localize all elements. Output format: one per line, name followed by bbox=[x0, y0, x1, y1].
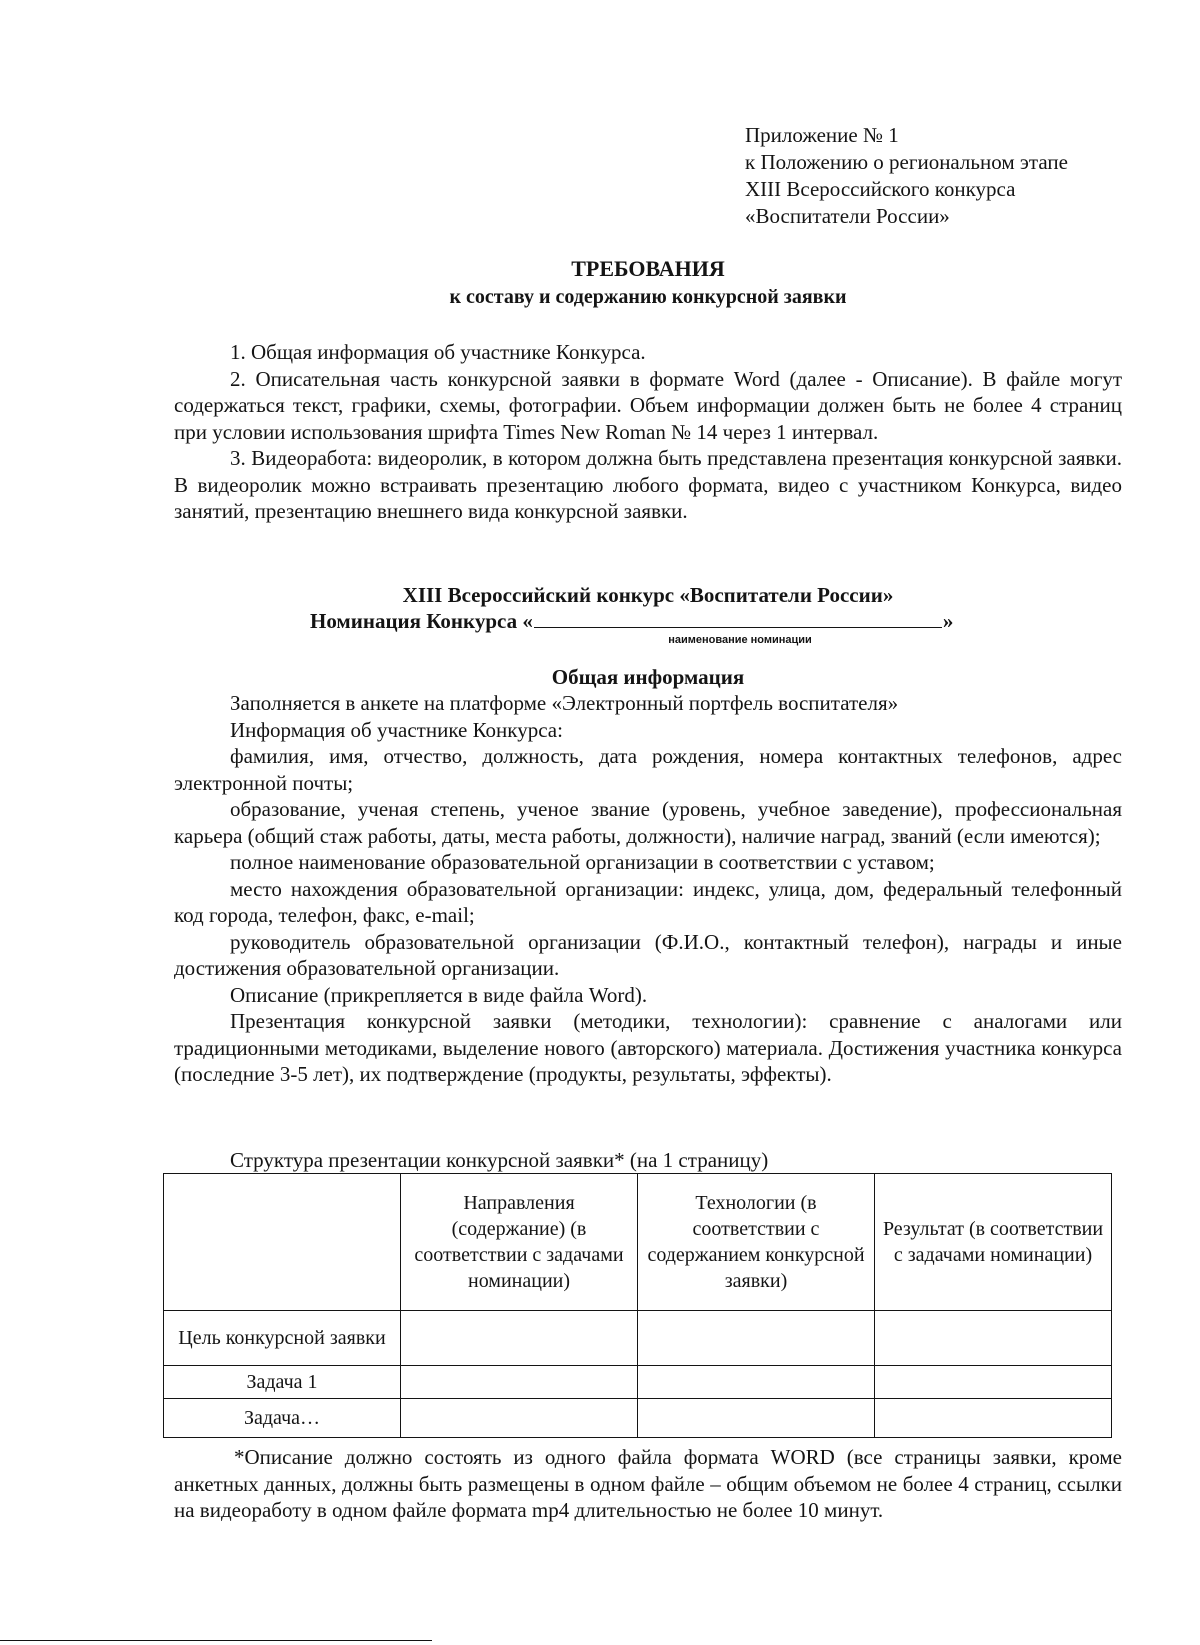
footnote-text: *Описание должно состоять из одного файла формата WORD (все страницы заявки, кроме анкетных данных, должны быть размещены в одном файле – общим объемом не более 4 страниц, ссылки на видеоработу в одном файле формата mp4 длительностью не более 10 минут. bbox=[174, 1445, 1122, 1522]
nomination-prefix: Номинация Конкурса « bbox=[310, 609, 533, 633]
table-row bbox=[164, 1311, 1112, 1366]
document-title: ТРЕБОВАНИЯ bbox=[571, 256, 725, 281]
general-paragraph: руководитель образовательной организации (Ф.И.О., контактный телефон), награды и иные достижения образовательной организации. bbox=[174, 929, 1122, 980]
row-label: Задача 1 bbox=[164, 1366, 401, 1399]
requirement-item: 1. Общая информация об участнике Конкурса. bbox=[230, 340, 646, 364]
general-info-title: Общая информация bbox=[551, 665, 745, 689]
document-subtitle: к составу и содержанию конкурсной заявки bbox=[449, 286, 847, 308]
requirement-item: 3. Видеоработа: видеоролик, в котором должна быть представлена презентация конкурсной заявки. В видеоролик можно встраивать презентацию любого формата, видео с участником Конкурса, видео занятий, презентацию внешнего вида конкурсной заявки. bbox=[174, 446, 1122, 523]
general-paragraph: фамилия, имя, отчество, должность, дата рождения, номера контактных телефонов, адрес электронной почты; bbox=[174, 744, 1122, 795]
table-header-cell bbox=[164, 1174, 401, 1311]
table-cell bbox=[875, 1399, 1112, 1438]
table-row bbox=[164, 1399, 1112, 1438]
nomination-line bbox=[310, 609, 953, 634]
structure-table bbox=[163, 1173, 1112, 1438]
bottom-divider bbox=[0, 1640, 432, 1641]
table-cell bbox=[638, 1366, 875, 1399]
general-paragraph: Презентация конкурсной заявки (методики, технологии): сравнение с аналогами или традиционными методиками, выделение нового (авторского) материала. Достижения участника конкурса (последние 3-5 лет), их подтверждение (продукты, результаты, эффекты). bbox=[174, 1009, 1122, 1086]
requirement-item: 2. Описательная часть конкурсной заявки в формате Word (далее - Описание). В файле могут содержаться текст, графики, схемы, фотографии. Объем информации должен быть не более 4 страниц при условии использования шрифта Times New Roman № 14 через 1 интервал. bbox=[174, 366, 1122, 444]
appendix-line: XIII Всероссийского конкурса bbox=[745, 177, 1016, 201]
table-cell bbox=[401, 1311, 638, 1366]
row-label: Задача… bbox=[164, 1399, 401, 1438]
general-paragraph: Описание (прикрепляется в виде файла Word). bbox=[230, 982, 648, 1007]
row-label: Цель конкурсной заявки bbox=[164, 1311, 401, 1366]
footnote bbox=[174, 1444, 1122, 1524]
general-paragraph: полное наименование образовательной организации в соответствии с уставом; bbox=[230, 850, 935, 874]
table-header-row bbox=[164, 1174, 1112, 1311]
table-cell bbox=[875, 1366, 1112, 1399]
appendix-line: «Воспитатели России» bbox=[745, 204, 950, 228]
table-row bbox=[164, 1366, 1112, 1399]
table-header-cell: Направления (содержание) (в соответствии с задачами номинации) bbox=[401, 1174, 638, 1311]
nomination-caption: наименование номинации bbox=[668, 634, 812, 646]
nomination-blank bbox=[534, 609, 942, 628]
nomination-suffix: » bbox=[942, 609, 954, 633]
table-cell bbox=[875, 1311, 1112, 1366]
table-cell bbox=[638, 1311, 875, 1366]
table-cell bbox=[401, 1366, 638, 1399]
general-paragraph: Заполняется в анкете на платформе «Электронный портфель воспитателя» bbox=[230, 691, 899, 715]
general-paragraph: место нахождения образовательной организации: индекс, улица, дом, федеральный телефонный код города, телефон, факс, e-mail; bbox=[174, 876, 1122, 927]
table-header-cell: Технологии (в соответствии с содержанием конкурсной заявки) bbox=[638, 1174, 875, 1311]
appendix-line: Приложение № 1 bbox=[745, 123, 899, 147]
appendix-line: к Положению о региональном этапе bbox=[745, 150, 1068, 174]
contest-title: XIII Всероссийский конкурс «Воспитатели России» bbox=[402, 583, 894, 607]
table-cell bbox=[401, 1399, 638, 1438]
structure-title: Структура презентации конкурсной заявки* (на 1 страницу) bbox=[230, 1148, 769, 1172]
requirements-list bbox=[174, 339, 1122, 525]
general-paragraph: Информация об участнике Конкурса: bbox=[230, 717, 563, 742]
general-paragraph: образование, ученая степень, ученое звание (уровень, учебное заведение), профессиональная карьера (общий стаж работы, даты, места работы, должности), наличие наград, званий (если имеются); bbox=[174, 797, 1122, 848]
general-info-body bbox=[174, 690, 1122, 1088]
table-header-cell: Результат (в соответствии с задачами номинации) bbox=[875, 1174, 1112, 1311]
table-cell bbox=[638, 1399, 875, 1438]
appendix-block bbox=[745, 122, 1068, 230]
